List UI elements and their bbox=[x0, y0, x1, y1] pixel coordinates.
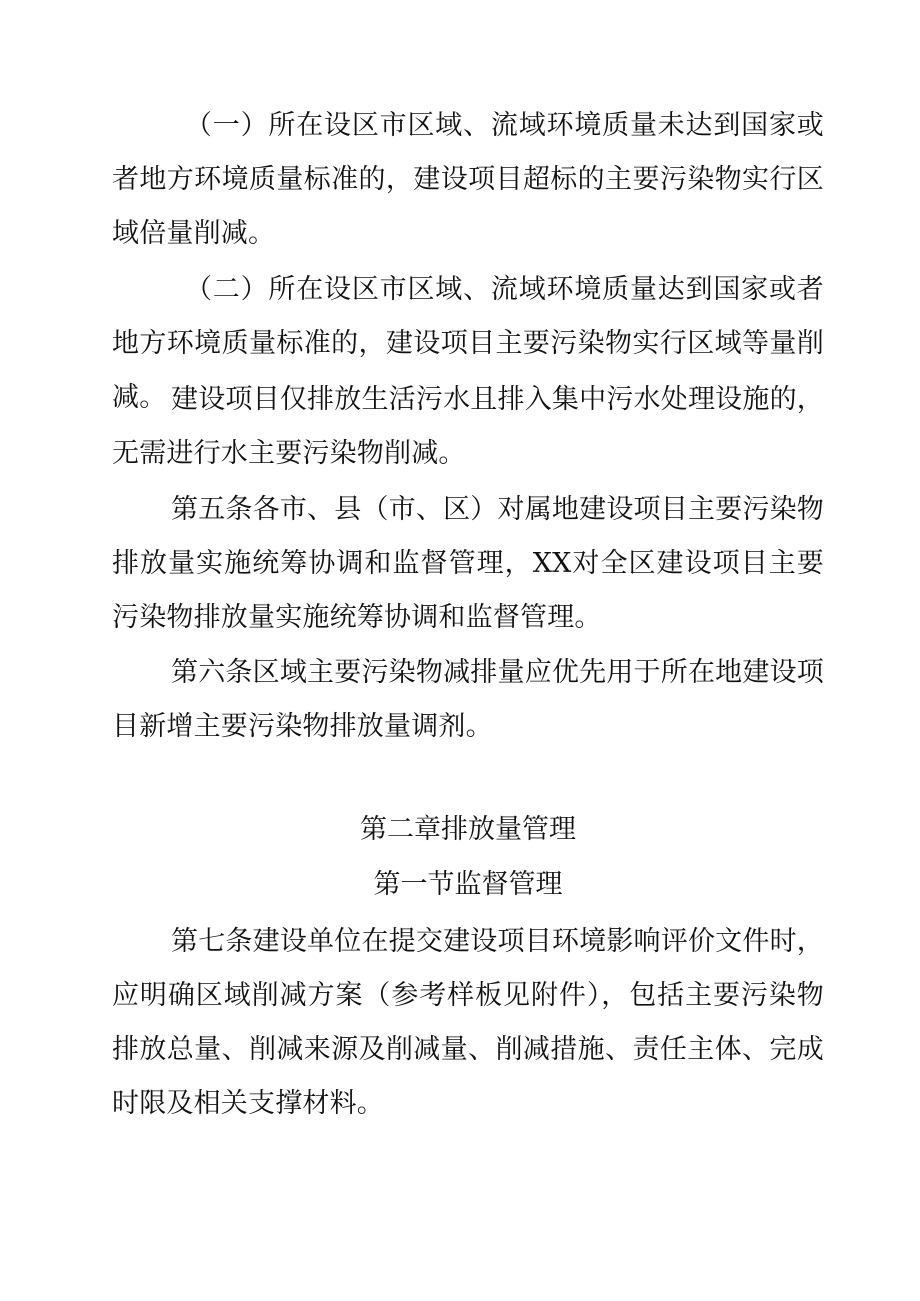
paragraph-item-2: （二）所在设区市区域、流域环境质量达到国家或者地方环境质量标准的，建设项目主要污染物实行区域等量削减。 bbox=[112, 274, 824, 413]
paragraph-article-7: 第七条建设单位在提交建设项目环境影响评价文件时，应明确区域削减方案（参考样板见附件），包括主要污染物排放总量、削减来源及削减量、削减措施、责任主体、完成时限及相关支撑材料。 bbox=[112, 926, 824, 1119]
chapter-title: 第二章排放量管理 bbox=[360, 814, 576, 845]
paragraph-article-5: 第五条各市、县（市、区）对属地建设项目主要污染物排放量实施统筹协调和监督管理，XX对全区建设项目主要污染物排放量实施统筹协调和监督管理。 bbox=[112, 494, 824, 633]
section-title: 第一节监督管理 bbox=[373, 869, 563, 900]
paragraph-article-6: 第六条区域主要污染物减排量应优先用于所在地建设项目新增主要污染物排放量调剂。 bbox=[112, 657, 824, 742]
paragraph-no-reduction: 建设项目仅排放生活污水且排入集中污水处理设施的，无需进行水主要污染物削减。 bbox=[112, 384, 824, 469]
paragraph-item-1: （一）所在设区市区域、流域环境质量未达到国家或者地方环境质量标准的，建设项目超标的主要污染物实行区域倍量削减。 bbox=[112, 110, 824, 249]
